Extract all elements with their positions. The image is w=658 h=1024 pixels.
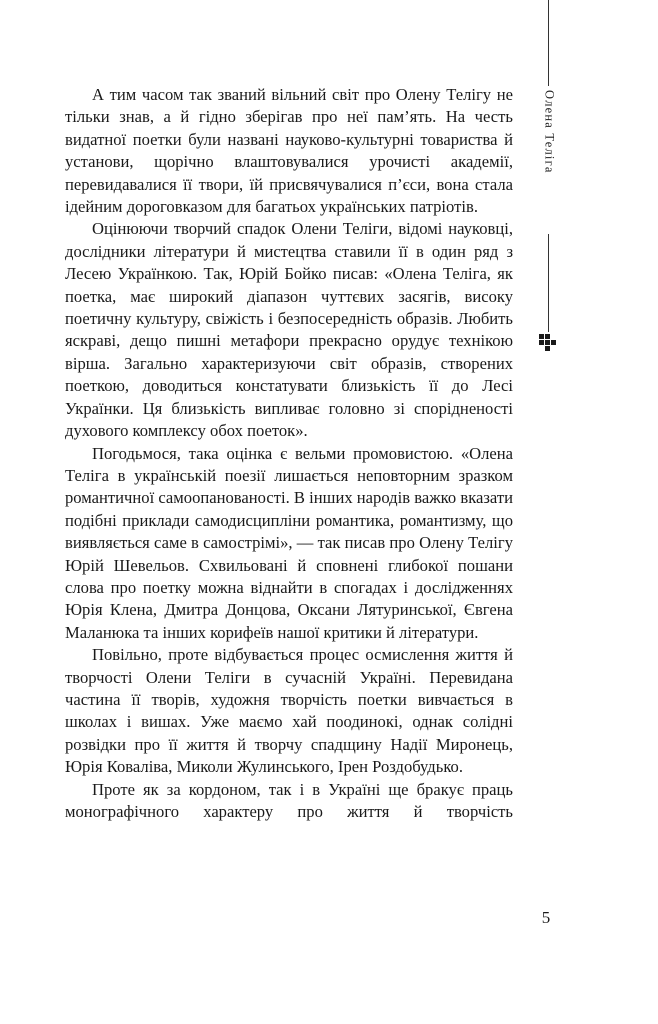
paragraph-1: А тим часом так званий вільний світ про Олену Телігу не тільки знав, а й гідно зберігав про неї пам’ять. На честь видатної поетки були названі науково-культурні товариства й установи, щорічно влаштовувалися урочисті академії, перевидавалися її твори, їй присвячувалися п’єси, вона стала ідейним дороговказом для багатьох українських патріотів. <box>65 85 513 217</box>
page-number: 5 <box>541 908 551 927</box>
paragraph-2: Оцінюючи творчий спадок Олени Теліги, відомі науковці, дослідники літератури й мистецтва ставили її в один ряд з Лесею Українкою. Так, Юрій Бойко писав: «Олена Теліга, як поетка, має широкий діапазон чуттєвих засягів, високу поетичну культуру, свіжість і безпосередність образів. Любить яскраві, дещо пишні метафори прекрасно орудує технікою вірша. Загально характеризуючи світ образів, створених поеткою, доводиться констатувати близькість її до Лесі Українки. Ця близькість випливає головно зі спорідненості духового комплексу обох поеток». <box>65 219 513 441</box>
paragraph-3: Погодьмося, така оцінка є вельми промовистою. «Олена Теліга в українській поезії лишається неповторним зразком романтичної самоопанованості. В інших народів важко вказати подібні приклади самодисципліни романтика, романтизму, що виявляється саме в самострімі», — так писав про Олену Телігу Юрій Шевельов. Схвильовані й сповнені глибокої пошани слова про поетку можна віднайти в спогадах і дослідженнях Юрія Клена, Дмитра Донцова, Оксани Лятуринської, Євгена Маланюка та інших корифеїв нашої критики й літератури. <box>65 443 513 642</box>
running-head: Олена Теліга <box>540 86 558 234</box>
ornament-icon <box>539 334 557 352</box>
paragraph-4: Повільно, проте відбувається процес осмислення життя й творчості Олени Теліги в сучасній Україні. Перевидана частина її творів, художня творчість поетки вивчається в школах і вишах. Уже маємо хай поодинокі, однак солідні розвідки про її життя й творчу спадщину Надії Миронець, Юрія Коваліва, Миколи Жулинського, Ірен Роздобудько. <box>65 645 513 777</box>
paragraph-5: Проте як за кордоном, так і в Україні ще бракує праць монографічного характеру про життя й творчість <box>65 779 513 821</box>
body-text <box>65 84 513 823</box>
